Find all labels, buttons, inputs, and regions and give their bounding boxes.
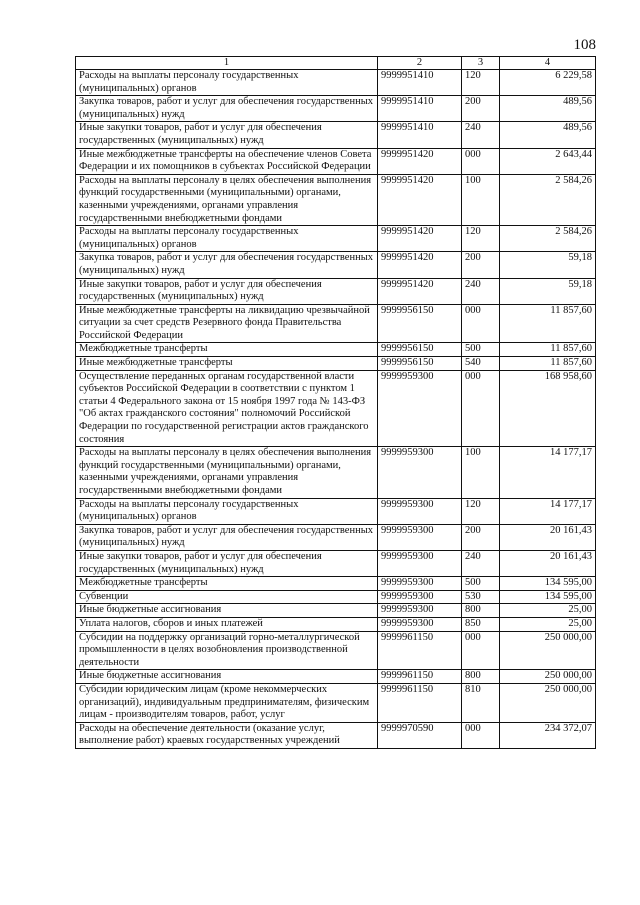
table-row: [76, 370, 596, 447]
row-code: 9999951420: [378, 174, 462, 225]
row-type: 000: [462, 148, 500, 174]
row-code: 9999956150: [378, 357, 462, 371]
row-name: Иные бюджетные ассигнования: [76, 670, 378, 684]
row-amount: 25,00: [500, 604, 596, 618]
row-amount: 20 161,43: [500, 524, 596, 550]
row-type: 000: [462, 304, 500, 343]
row-name: Закупка товаров, работ и услуг для обеспечения государственных (муниципальных) нужд: [76, 96, 378, 122]
row-name: Уплата налогов, сборов и иных платежей: [76, 617, 378, 631]
row-type: 200: [462, 96, 500, 122]
row-type: 000: [462, 722, 500, 748]
row-code: 9999959300: [378, 498, 462, 524]
table-row: [76, 174, 596, 225]
row-code: 9999951420: [378, 226, 462, 252]
row-code: 9999951410: [378, 122, 462, 148]
table-row: [76, 670, 596, 684]
table-row: [76, 590, 596, 604]
row-amount: 2 643,44: [500, 148, 596, 174]
row-code: 9999951420: [378, 278, 462, 304]
row-type: 530: [462, 590, 500, 604]
row-name: Иные закупки товаров, работ и услуг для обеспечения государственных (муниципальных) нужд: [76, 122, 378, 148]
row-code: 9999956150: [378, 304, 462, 343]
row-code: 9999959300: [378, 590, 462, 604]
row-code: 9999951410: [378, 70, 462, 96]
row-type: 850: [462, 617, 500, 631]
row-amount: 14 177,17: [500, 447, 596, 498]
row-code: 9999961150: [378, 631, 462, 670]
row-type: 100: [462, 447, 500, 498]
row-amount: 2 584,26: [500, 174, 596, 225]
row-amount: 11 857,60: [500, 304, 596, 343]
table-row: [76, 604, 596, 618]
row-name: Расходы на выплаты персоналу в целях обеспечения выполнения функций государственными (муниципальными) органами, казенными учреждениями, органами управления государственными внебюджетными фондами: [76, 447, 378, 498]
table-header-row: [76, 57, 596, 70]
row-amount: 6 229,58: [500, 70, 596, 96]
table-row: [76, 122, 596, 148]
row-type: 120: [462, 226, 500, 252]
table-row: [76, 70, 596, 96]
row-code: 9999959300: [378, 550, 462, 576]
table-row: [76, 550, 596, 576]
row-amount: 250 000,00: [500, 631, 596, 670]
header-col-1: 1: [76, 57, 378, 70]
row-type: 240: [462, 278, 500, 304]
row-code: 9999961150: [378, 670, 462, 684]
row-name: Расходы на выплаты персоналу государственных (муниципальных) органов: [76, 226, 378, 252]
row-amount: 20 161,43: [500, 550, 596, 576]
row-name: Иные закупки товаров, работ и услуг для обеспечения государственных (муниципальных) нужд: [76, 278, 378, 304]
row-name: Субсидии на поддержку организаций горно-металлургической промышленности в целях возобновления производственной деятельности: [76, 631, 378, 670]
table-row: [76, 96, 596, 122]
row-name: Субсидии юридическим лицам (кроме некоммерческих организаций), индивидуальным предпринимателям, физическим лицам - производителям товаров, работ, услуг: [76, 683, 378, 722]
page-number: 108: [573, 37, 596, 53]
row-code: 9999959300: [378, 524, 462, 550]
table-row: [76, 148, 596, 174]
row-amount: 11 857,60: [500, 357, 596, 371]
row-amount: 59,18: [500, 252, 596, 278]
row-type: 200: [462, 252, 500, 278]
row-type: 800: [462, 604, 500, 618]
row-amount: 250 000,00: [500, 670, 596, 684]
row-name: Осуществление переданных органам государственной власти субъектов Российской Федерации в соответствии с пунктом 1 статьи 4 Федерального закона от 15 ноября 1997 года № 143-ФЗ "Об актах гражданского состояния" полномочий Российской Федерации по государственной регистрации актов гражданского состояния: [76, 370, 378, 447]
row-amount: 134 595,00: [500, 577, 596, 591]
row-amount: 2 584,26: [500, 226, 596, 252]
row-type: 500: [462, 343, 500, 357]
row-name: Иные межбюджетные трансферты на обеспечение членов Совета Федерации и их помощников в субъектах Российской Федерации: [76, 148, 378, 174]
table-row: [76, 304, 596, 343]
row-name: Расходы на выплаты персоналу государственных (муниципальных) органов: [76, 70, 378, 96]
row-type: 540: [462, 357, 500, 371]
row-amount: 489,56: [500, 122, 596, 148]
row-name: Расходы на выплаты персоналу государственных (муниципальных) органов: [76, 498, 378, 524]
table-row: [76, 278, 596, 304]
row-code: 9999959300: [378, 617, 462, 631]
row-name: Иные закупки товаров, работ и услуг для обеспечения государственных (муниципальных) нужд: [76, 550, 378, 576]
table-row: [76, 683, 596, 722]
row-amount: 250 000,00: [500, 683, 596, 722]
row-type: 500: [462, 577, 500, 591]
row-name: Межбюджетные трансферты: [76, 343, 378, 357]
row-name: Закупка товаров, работ и услуг для обеспечения государственных (муниципальных) нужд: [76, 252, 378, 278]
row-code: 9999970590: [378, 722, 462, 748]
row-type: 000: [462, 631, 500, 670]
row-amount: 489,56: [500, 96, 596, 122]
row-code: 9999959300: [378, 604, 462, 618]
budget-table: [75, 56, 596, 749]
table-row: [76, 498, 596, 524]
row-amount: 234 372,07: [500, 722, 596, 748]
table-row: [76, 617, 596, 631]
row-name: Расходы на обеспечение деятельности (оказание услуг, выполнение работ) краевых государственных учреждений: [76, 722, 378, 748]
row-amount: 25,00: [500, 617, 596, 631]
row-code: 9999951410: [378, 96, 462, 122]
table-row: [76, 447, 596, 498]
header-col-3: 3: [462, 57, 500, 70]
row-name: Межбюджетные трансферты: [76, 577, 378, 591]
row-type: 200: [462, 524, 500, 550]
row-code: 9999956150: [378, 343, 462, 357]
row-amount: 168 958,60: [500, 370, 596, 447]
row-name: Иные бюджетные ассигнования: [76, 604, 378, 618]
row-name: Иные межбюджетные трансферты на ликвидацию чрезвычайной ситуации за счет средств Резервного фонда Правительства Российской Федерации: [76, 304, 378, 343]
row-amount: 11 857,60: [500, 343, 596, 357]
row-type: 240: [462, 122, 500, 148]
header-col-2: 2: [378, 57, 462, 70]
row-name: Расходы на выплаты персоналу в целях обеспечения выполнения функций государственными (муниципальными) органами, казенными учреждениями, органами управления государственными внебюджетными фондами: [76, 174, 378, 225]
table-row: [76, 577, 596, 591]
row-name: Закупка товаров, работ и услуг для обеспечения государственных (муниципальных) нужд: [76, 524, 378, 550]
row-amount: 14 177,17: [500, 498, 596, 524]
table-row: [76, 631, 596, 670]
header-col-4: 4: [500, 57, 596, 70]
row-code: 9999959300: [378, 370, 462, 447]
table-row: [76, 722, 596, 748]
row-type: 000: [462, 370, 500, 447]
row-name: Иные межбюджетные трансферты: [76, 357, 378, 371]
table-row: [76, 524, 596, 550]
table-row: [76, 357, 596, 371]
row-type: 800: [462, 670, 500, 684]
table-row: [76, 252, 596, 278]
row-code: 9999959300: [378, 447, 462, 498]
row-amount: 134 595,00: [500, 590, 596, 604]
row-code: 9999951420: [378, 252, 462, 278]
row-type: 810: [462, 683, 500, 722]
row-type: 120: [462, 70, 500, 96]
row-type: 100: [462, 174, 500, 225]
row-type: 120: [462, 498, 500, 524]
row-name: Субвенции: [76, 590, 378, 604]
row-code: 9999961150: [378, 683, 462, 722]
row-code: 9999959300: [378, 577, 462, 591]
table-row: [76, 226, 596, 252]
table-row: [76, 343, 596, 357]
row-amount: 59,18: [500, 278, 596, 304]
row-type: 240: [462, 550, 500, 576]
row-code: 9999951420: [378, 148, 462, 174]
